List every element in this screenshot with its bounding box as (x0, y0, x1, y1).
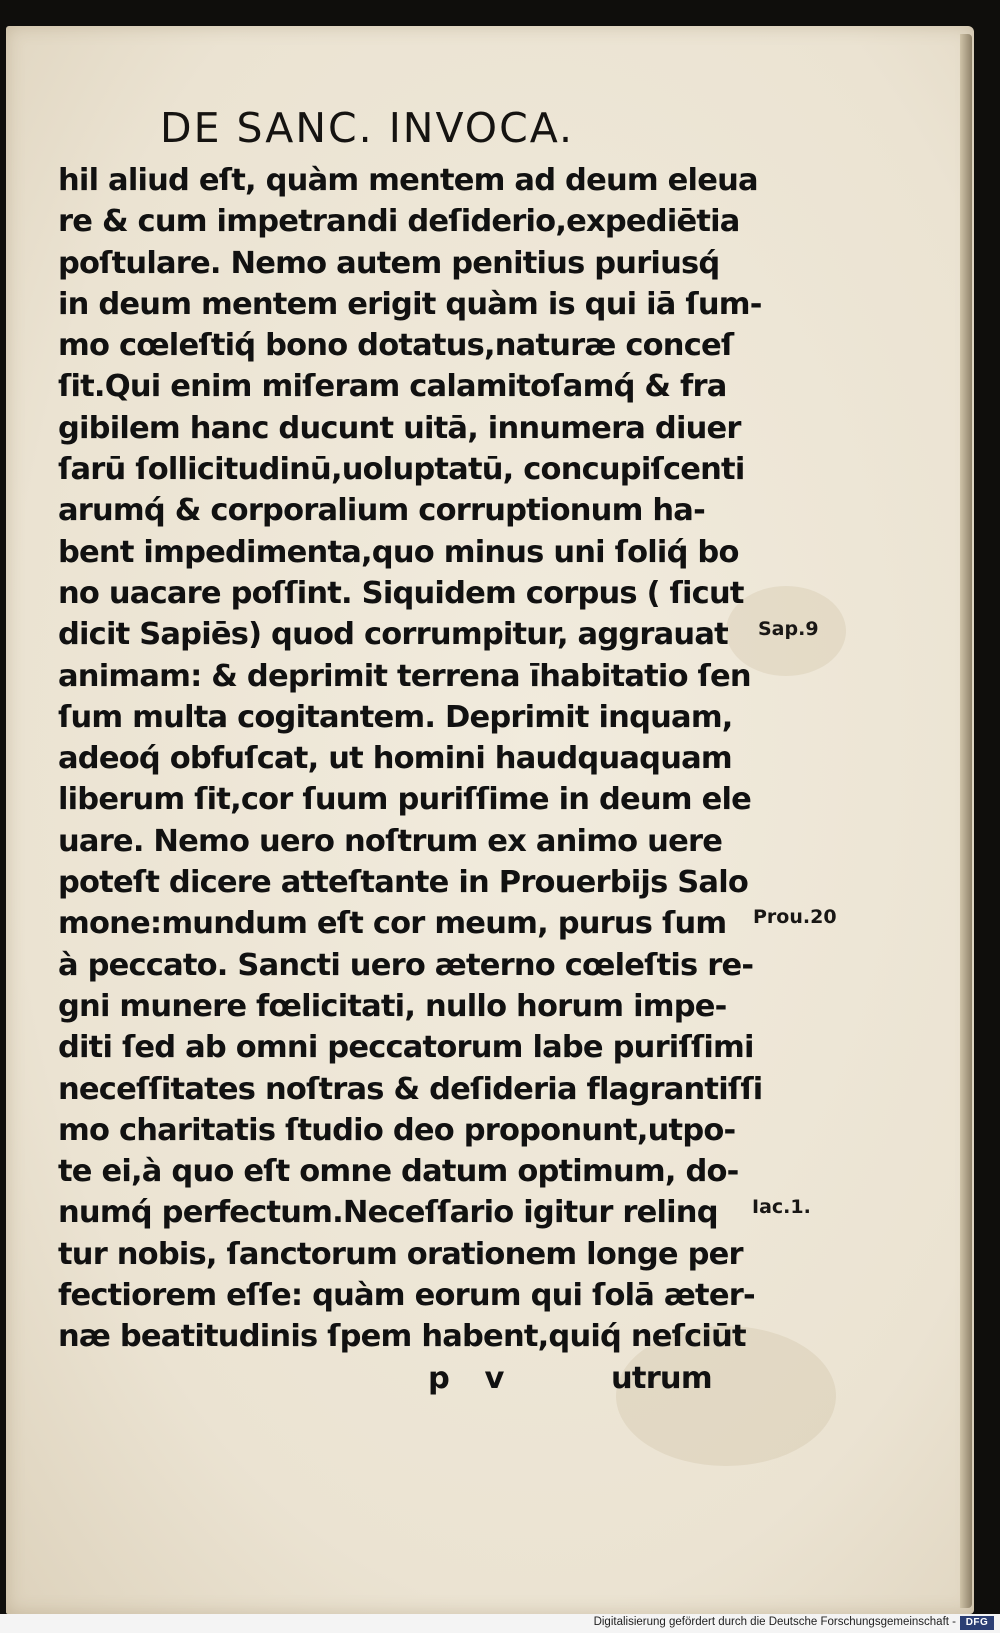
text-line: hil aliud eſt, quàm mentem ad deum eleua (58, 163, 758, 198)
text-line: ſit.Qui enim miſeram calamitoſamq́ & fra (58, 369, 727, 405)
text-line: neceſſitates noſtras & deſideria flagrantiſſi (58, 1071, 763, 1107)
text-line: à peccato. Sancti uero æterno cœleſtis re- (58, 947, 754, 983)
text-line: bent impedimenta,quo minus uni ſoliq́ bo (58, 534, 739, 570)
text-line: no uacare poſſint. Siquidem corpus ( ſicut (58, 575, 744, 611)
signature-line (58, 1358, 758, 1399)
body-text (58, 160, 763, 1399)
catchword: utrum (611, 1360, 712, 1396)
marginal-note-prou: Prou.20 (753, 906, 837, 928)
page-edge (960, 34, 972, 1608)
text-line: te ei,à quo eſt omne datum optimum, do- (58, 1154, 739, 1190)
marginal-note-iac: Iac.1. (752, 1196, 811, 1218)
text-line: re & cum impetrandi deſiderio,expediētia (58, 204, 740, 240)
text-line: arumq́ & corporalium corruptionum ha- (58, 493, 705, 529)
text-line: poteſt dicere atteſtante in Prouerbijs Salo (58, 865, 749, 901)
dfg-logo: DFG (960, 1616, 994, 1630)
text-line: tur nobis, ſanctorum orationem longe per (58, 1236, 743, 1272)
funding-credit: Digitalisierung gefördert durch die Deutsche Forschungsgemeinschaft - (593, 1616, 956, 1628)
text-line: animam: & deprimit terrena īhabitatio ſen (58, 658, 751, 694)
text-line: diti ſed ab omni peccatorum labe puriſſimi (58, 1030, 754, 1066)
text-line: gni munere fœlicitati, nullo horum impe- (58, 988, 727, 1024)
text-line: in deum mentem erigit quàm is qui iā ſum- (58, 286, 762, 322)
text-line: mone:mundum eſt cor meum, purus ſum (58, 906, 727, 942)
text-line: næ beatitudinis ſpem habent,quiq́ neſciūt (58, 1319, 746, 1355)
text-line: dicit Sapiēs) quod corrumpitur, aggrauat (58, 617, 728, 653)
text-line: ſarū ſollicitudinū,uoluptatū, concupiſcenti (58, 452, 745, 488)
text-line: liberum ſit,cor ſuum puriſſime in deum ele (58, 782, 752, 818)
text-line: mo cœleſtiq́ bono dotatus,naturæ conceſ (58, 328, 734, 364)
text-line: poſtulare. Nemo autem penitius puriusq́ (58, 245, 720, 281)
text-line: uare. Nemo uero noſtrum ex animo uere (58, 823, 723, 859)
text-line: fectiorem eſſe: quàm eorum qui ſolā æter- (58, 1278, 755, 1314)
text-line: adeoq́ obfuſcat, ut homini haudquaquam (58, 741, 732, 777)
text-line: mo charitatis ſtudio deo proponunt,utpo- (58, 1112, 736, 1148)
marginal-note-sap: Sap.9 (758, 618, 819, 640)
signature-mark: p v (428, 1360, 517, 1396)
text-line: gibilem hanc ducunt uitā, innumera diuer (58, 410, 741, 446)
text-line: ſum multa cogitantem. Deprimit inquam, (58, 699, 733, 735)
text-line: numq́ perfectum.Neceſſario igitur relinq (58, 1195, 718, 1231)
running-header: DE SANC. INVOCA. (160, 104, 575, 152)
